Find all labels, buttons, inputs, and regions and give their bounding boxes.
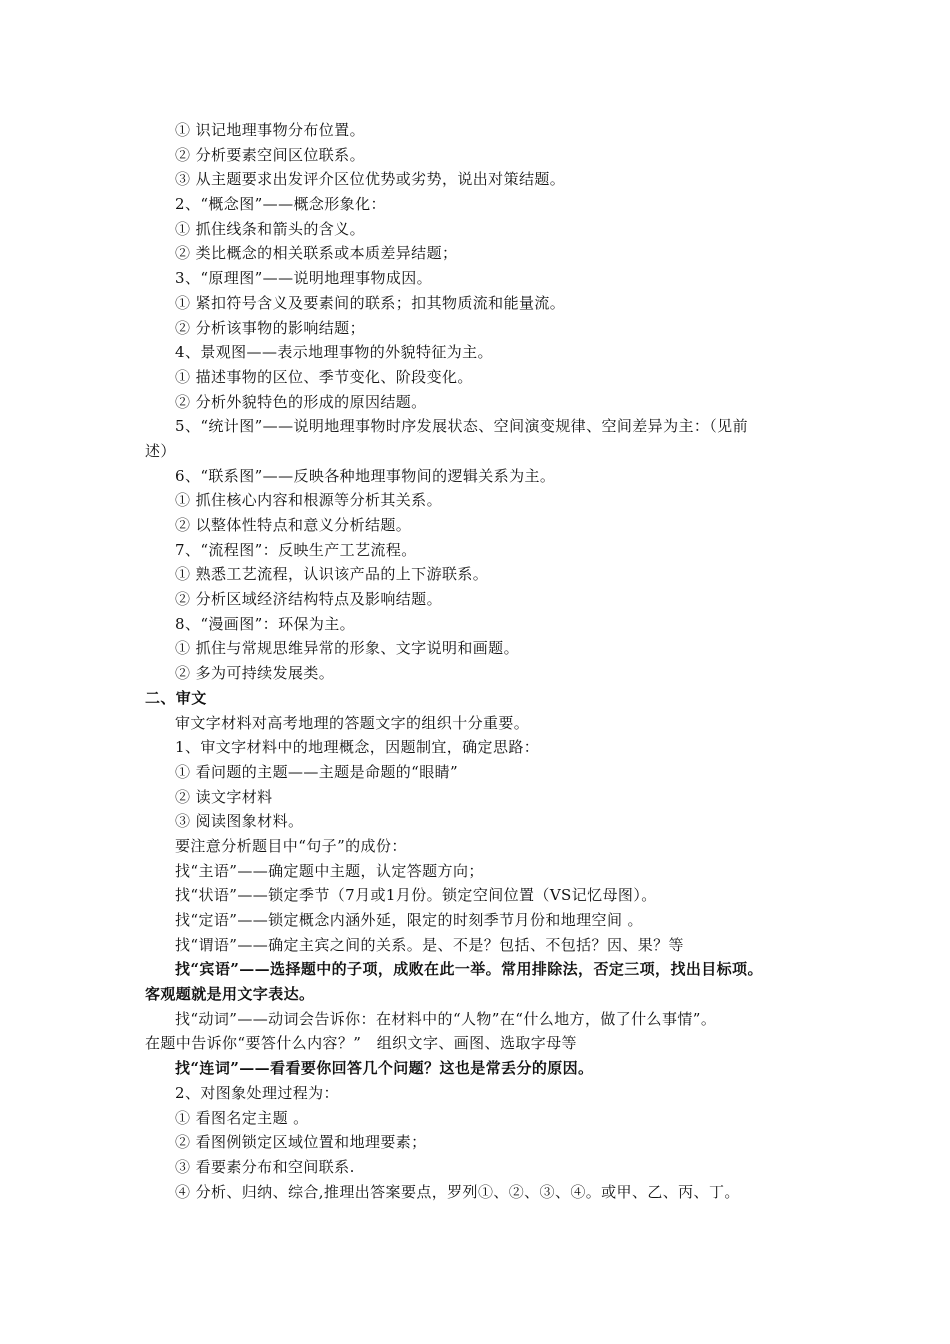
document-page bbox=[0, 118, 950, 1204]
text-line: 找“谓语”——确定主宾之间的关系。是、不是？包括、不包括？因、果？等 bbox=[175, 935, 684, 954]
bold-text-line: 找“连词”——看看要你回答几个问题？这也是常丢分的原因。 bbox=[175, 1059, 594, 1078]
text-line: 述） bbox=[145, 441, 176, 460]
text-line: 审文字材料对高考地理的答题文字的组织十分重要。 bbox=[175, 713, 530, 732]
text-line: ④ 分析、归纳、综合,推理出答案要点，罗列①、②、③、④。或甲、乙、丙、丁。 bbox=[175, 1182, 740, 1201]
text-line: 7、“流程图”：反映生产工艺流程。 bbox=[175, 540, 417, 559]
text-line: ② 多为可持续发展类。 bbox=[175, 664, 335, 683]
text-line: ③ 看要素分布和空间联系. bbox=[175, 1157, 355, 1176]
bold-text-line: 二、审文 bbox=[145, 688, 207, 707]
text-line: ② 看图例锁定区域位置和地理要素； bbox=[175, 1133, 427, 1152]
text-line: ① 抓住核心内容和根源等分析其关系。 bbox=[175, 491, 442, 510]
text-line: ① 熟悉工艺流程，认识该产品的上下游联系。 bbox=[175, 565, 489, 584]
bold-text-line: 客观题就是用文字表达。 bbox=[145, 985, 315, 1004]
text-line: 6、“联系图”——反映各种地理事物间的逻辑关系为主。 bbox=[175, 466, 556, 485]
text-line: 找“动词”——动词会告诉你：在材料中的“人物”在“什么地方，做了什么事情”。 bbox=[175, 1009, 717, 1028]
text-line: ② 类比概念的相关联系或本质差异结题； bbox=[175, 244, 458, 263]
text-line: 找“状语”——锁定季节（7月或1月份。锁定空间位置（VS记忆母图）。 bbox=[175, 886, 657, 905]
text-line: ② 读文字材料 bbox=[175, 787, 273, 806]
text-line: 2、对图象处理过程为： bbox=[175, 1083, 339, 1102]
text-line: ② 分析要素空间区位联系。 bbox=[175, 145, 365, 164]
text-line: 要注意分析题目中“句子”的成份： bbox=[175, 836, 407, 855]
text-line: ② 分析外貌特色的形成的原因结题。 bbox=[175, 392, 427, 411]
text-line: 1、审文字材料中的地理概念，因题制宜，确定思路： bbox=[175, 738, 540, 757]
bold-text-line: 找“宾语”——选择题中的子项，成败在此一举。常用排除法，否定三项，找出目标项。 bbox=[175, 960, 763, 979]
text-line: ② 分析该事物的影响结题； bbox=[175, 318, 365, 337]
text-line: 4、景观图——表示地理事物的外貌特征为主。 bbox=[175, 343, 493, 362]
text-line: ① 抓住与常规思维异常的形象、文字说明和画题。 bbox=[175, 639, 519, 658]
text-line: ① 紧扣符号含义及要素间的联系；扣其物质流和能量流。 bbox=[175, 293, 566, 312]
text-line: 在题中告诉你“要答什么内容？” 组织文字、画图、选取字母等 bbox=[145, 1034, 577, 1053]
text-line: 3、“原理图”——说明地理事物成因。 bbox=[175, 269, 433, 288]
text-line: 8、“漫画图”：环保为主。 bbox=[175, 614, 356, 633]
text-line: 找“主语”——确定题中主题，认定答题方向； bbox=[175, 861, 484, 880]
text-line: ① 抓住线条和箭头的含义。 bbox=[175, 219, 365, 238]
text-line: ① 看图名定主题 。 bbox=[175, 1108, 309, 1127]
text-line: ③ 阅读图象材料。 bbox=[175, 812, 304, 831]
text-line: ① 描述事物的区位、季节变化、阶段变化。 bbox=[175, 367, 473, 386]
text-line: ① 看问题的主题——主题是命题的“眼睛” bbox=[175, 762, 459, 781]
text-line: ① 识记地理事物分布位置。 bbox=[175, 121, 365, 139]
text-line: ② 以整体性特点和意义分析结题。 bbox=[175, 516, 412, 534]
text-line: 5、“统计图”——说明地理事物时序发展状态、空间演变规律、空间差异为主：（见前 bbox=[175, 417, 748, 436]
text-line: 2、“概念图”——概念形象化： bbox=[175, 195, 386, 214]
text-line: 找“定语”——锁定概念内涵外延，限定的时刻季节月份和地理空间 。 bbox=[175, 911, 643, 929]
text-line: ② 分析区域经济结构特点及影响结题。 bbox=[175, 590, 442, 609]
text-line: ③ 从主题要求出发评介区位优势或劣势，说出对策结题。 bbox=[175, 170, 566, 189]
